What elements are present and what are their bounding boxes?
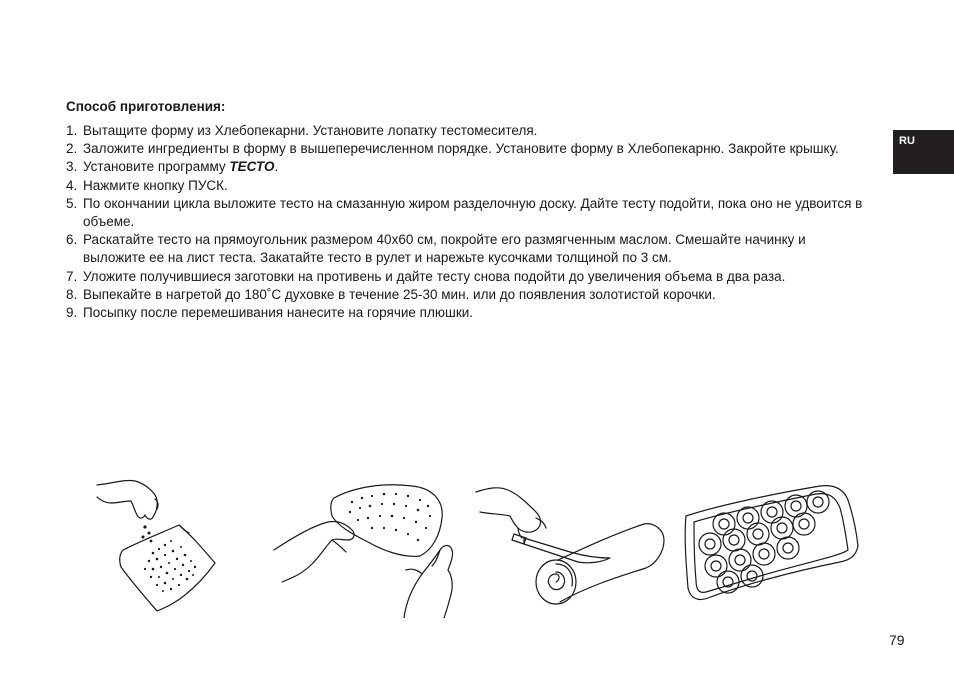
- step-number: 4.: [66, 177, 78, 193]
- list-item: [66, 304, 866, 322]
- step-number: 2.: [66, 141, 78, 157]
- step-text-prefix: Установите программу: [83, 159, 230, 175]
- step-text: Посыпку после перемешивания нанесите на горячие плюшки.: [83, 305, 474, 321]
- step-text: Нажмите кнопку ПУСК.: [83, 177, 228, 193]
- step-text: Выпекайте в нагретой до 180˚С духовке в течение 25-30 мин. или до появления золотистой корочки.: [83, 286, 716, 302]
- list-item: [66, 195, 866, 231]
- baking-tray-icon: [680, 482, 865, 612]
- step-text: Раскатайте тесто на прямоугольник размером 40х60 см, покройте его размягченным маслом. Смешайте начинку и выложите ее на лист теста. Закатайте тесто в рулет и нарежьте кусочками толщиной по 3 см.: [83, 232, 806, 266]
- step-text: По окончании цикла выложите тесто на смазанную жиром разделочную доску. Дайте тесту подойти, пока оно не удвоится в объеме.: [83, 195, 863, 230]
- list-item: [66, 286, 866, 304]
- instruction-list: [66, 122, 866, 322]
- list-item: [66, 268, 866, 286]
- list-item: [66, 158, 866, 176]
- step-number: 8.: [66, 286, 78, 302]
- list-item: [66, 122, 866, 140]
- step-text-suffix: .: [274, 159, 279, 175]
- language-tab-label: RU: [899, 135, 915, 147]
- step-text: Уложите получившиеся заготовки на противень и дайте тесту снова подойти до увеличения объема в два раза.: [83, 268, 786, 284]
- list-item: [66, 231, 866, 267]
- program-name: ТЕСТО: [229, 159, 275, 175]
- step-number: 5.: [66, 195, 78, 211]
- step-number: 1.: [66, 123, 78, 138]
- language-tab: [893, 130, 954, 174]
- list-item: [66, 140, 866, 158]
- step-text: [83, 158, 866, 176]
- step-number: 7.: [66, 268, 78, 284]
- sprinkle-filling-icon: [95, 475, 245, 615]
- step-number: 3.: [66, 159, 78, 175]
- step-text: Вытащите форму из Хлебопекарни. Установите лопатку тестомесителя.: [83, 123, 538, 138]
- slice-roll-icon: [474, 478, 674, 618]
- list-item: [66, 177, 866, 195]
- section-heading: Способ приготовления:: [66, 99, 226, 114]
- page-number: 79: [889, 632, 905, 648]
- step-number: 9.: [66, 305, 78, 321]
- step-number: 6.: [66, 232, 78, 248]
- spread-filling-icon: [272, 478, 462, 618]
- step-text: Заложите ингредиенты в форму в вышеперечисленном порядке. Установите форму в Хлебопекарню. Закройте крышку.: [83, 141, 839, 157]
